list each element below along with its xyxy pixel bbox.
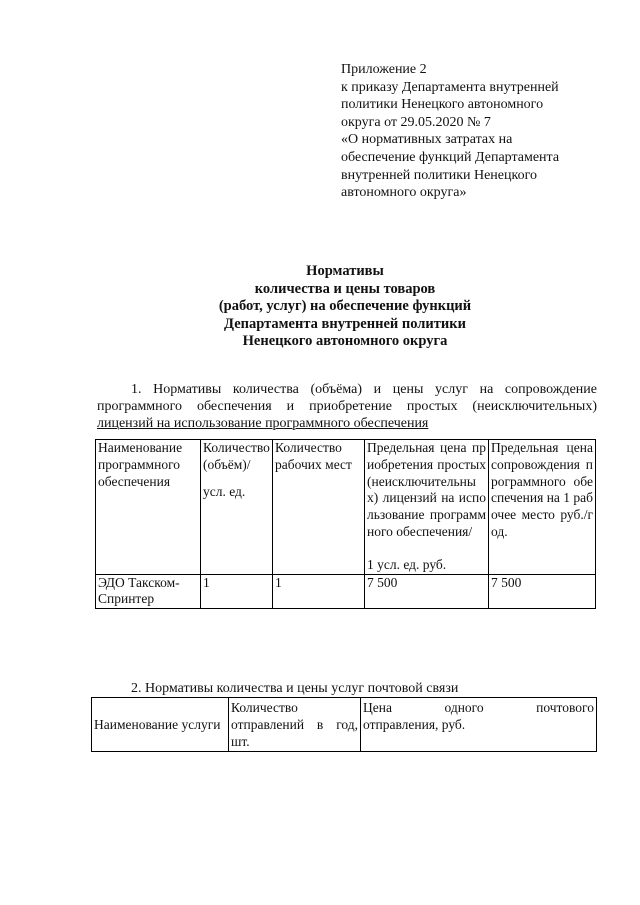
section-1-line: 1. Нормативы количества (объёма) и цены услуг на сопровождение xyxy=(131,382,597,397)
header-text: усл. ед. xyxy=(203,483,246,499)
title-line: Ненецкого автономного округа xyxy=(242,333,448,350)
appendix-line: округа от 29.05.2020 № 7 xyxy=(341,114,491,130)
table-header-row xyxy=(92,698,597,752)
price-header-line xyxy=(363,699,594,716)
appendix-line: к приказу Департамента внутренней xyxy=(341,79,559,95)
cell-license-price: 7 500 xyxy=(365,574,489,609)
header-text: Предельная цена сопровождения программного обеспечения на 1 рабочее место руб./год. xyxy=(491,440,594,539)
software-norms-table xyxy=(95,439,596,609)
section-2-heading: 2. Нормативы количества и цены услуг почтовой связи xyxy=(131,681,459,696)
title-line: (работ, услуг) на обеспечение функций xyxy=(218,298,472,315)
document-title xyxy=(0,263,640,351)
header-cell-service-name: Наименование услуги xyxy=(92,698,229,752)
header-cell-license-price xyxy=(365,440,489,575)
title-line: Департамента внутренней политики xyxy=(224,315,466,332)
section-1-heading xyxy=(97,381,597,432)
appendix-header xyxy=(341,61,611,202)
header-text: Количество (объём)/ xyxy=(203,440,270,472)
header-text: одного xyxy=(444,700,484,715)
header-cell-name xyxy=(96,440,201,575)
header-cell-workplaces xyxy=(273,440,365,575)
section-1-line: программного обеспечения и приобретение простых (неисключительных) xyxy=(97,399,597,414)
header-text: почтового xyxy=(536,700,594,715)
header-text: Предельная цена приобретения простых (неисключительных) лицензий на использование программного обеспечения/ xyxy=(367,440,486,539)
appendix-line: политики Ненецкого автономного xyxy=(341,97,544,113)
header-cell-support-price xyxy=(489,440,596,575)
header-text: отправления, руб. xyxy=(363,717,466,732)
header-text: Наименование программного обеспечения xyxy=(98,440,183,489)
section-1-line: лицензий на использование программного обеспечения xyxy=(97,416,429,431)
header-cell-sendings-count: Количество отправлений в год, шт. xyxy=(229,698,361,752)
header-text: Цена xyxy=(363,700,392,715)
postal-norms-table xyxy=(91,697,597,752)
title-line: количества и цены товаров xyxy=(254,280,436,297)
appendix-line: внутренней политики Ненецкого xyxy=(341,167,537,183)
table-row xyxy=(96,574,596,609)
title-line: Нормативы xyxy=(306,263,384,279)
appendix-line: «О нормативных затратах на xyxy=(341,132,513,148)
header-text: Количество рабочих мест xyxy=(275,440,352,472)
cell-quantity: 1 xyxy=(201,574,273,609)
appendix-line: автономного округа» xyxy=(341,185,467,201)
appendix-line: Приложение 2 xyxy=(341,62,427,77)
header-text: 1 усл. ед. руб. xyxy=(367,556,447,572)
table-header-row xyxy=(96,440,596,575)
cell-workplaces: 1 xyxy=(273,574,365,609)
appendix-line: обеспечение функций Департамента xyxy=(341,149,560,165)
cell-support-price: 7 500 xyxy=(489,574,596,609)
header-cell-quantity xyxy=(201,440,273,575)
header-cell-sending-price xyxy=(361,698,597,752)
cell-name: ЭДО Такском-Спринтер xyxy=(96,574,201,609)
